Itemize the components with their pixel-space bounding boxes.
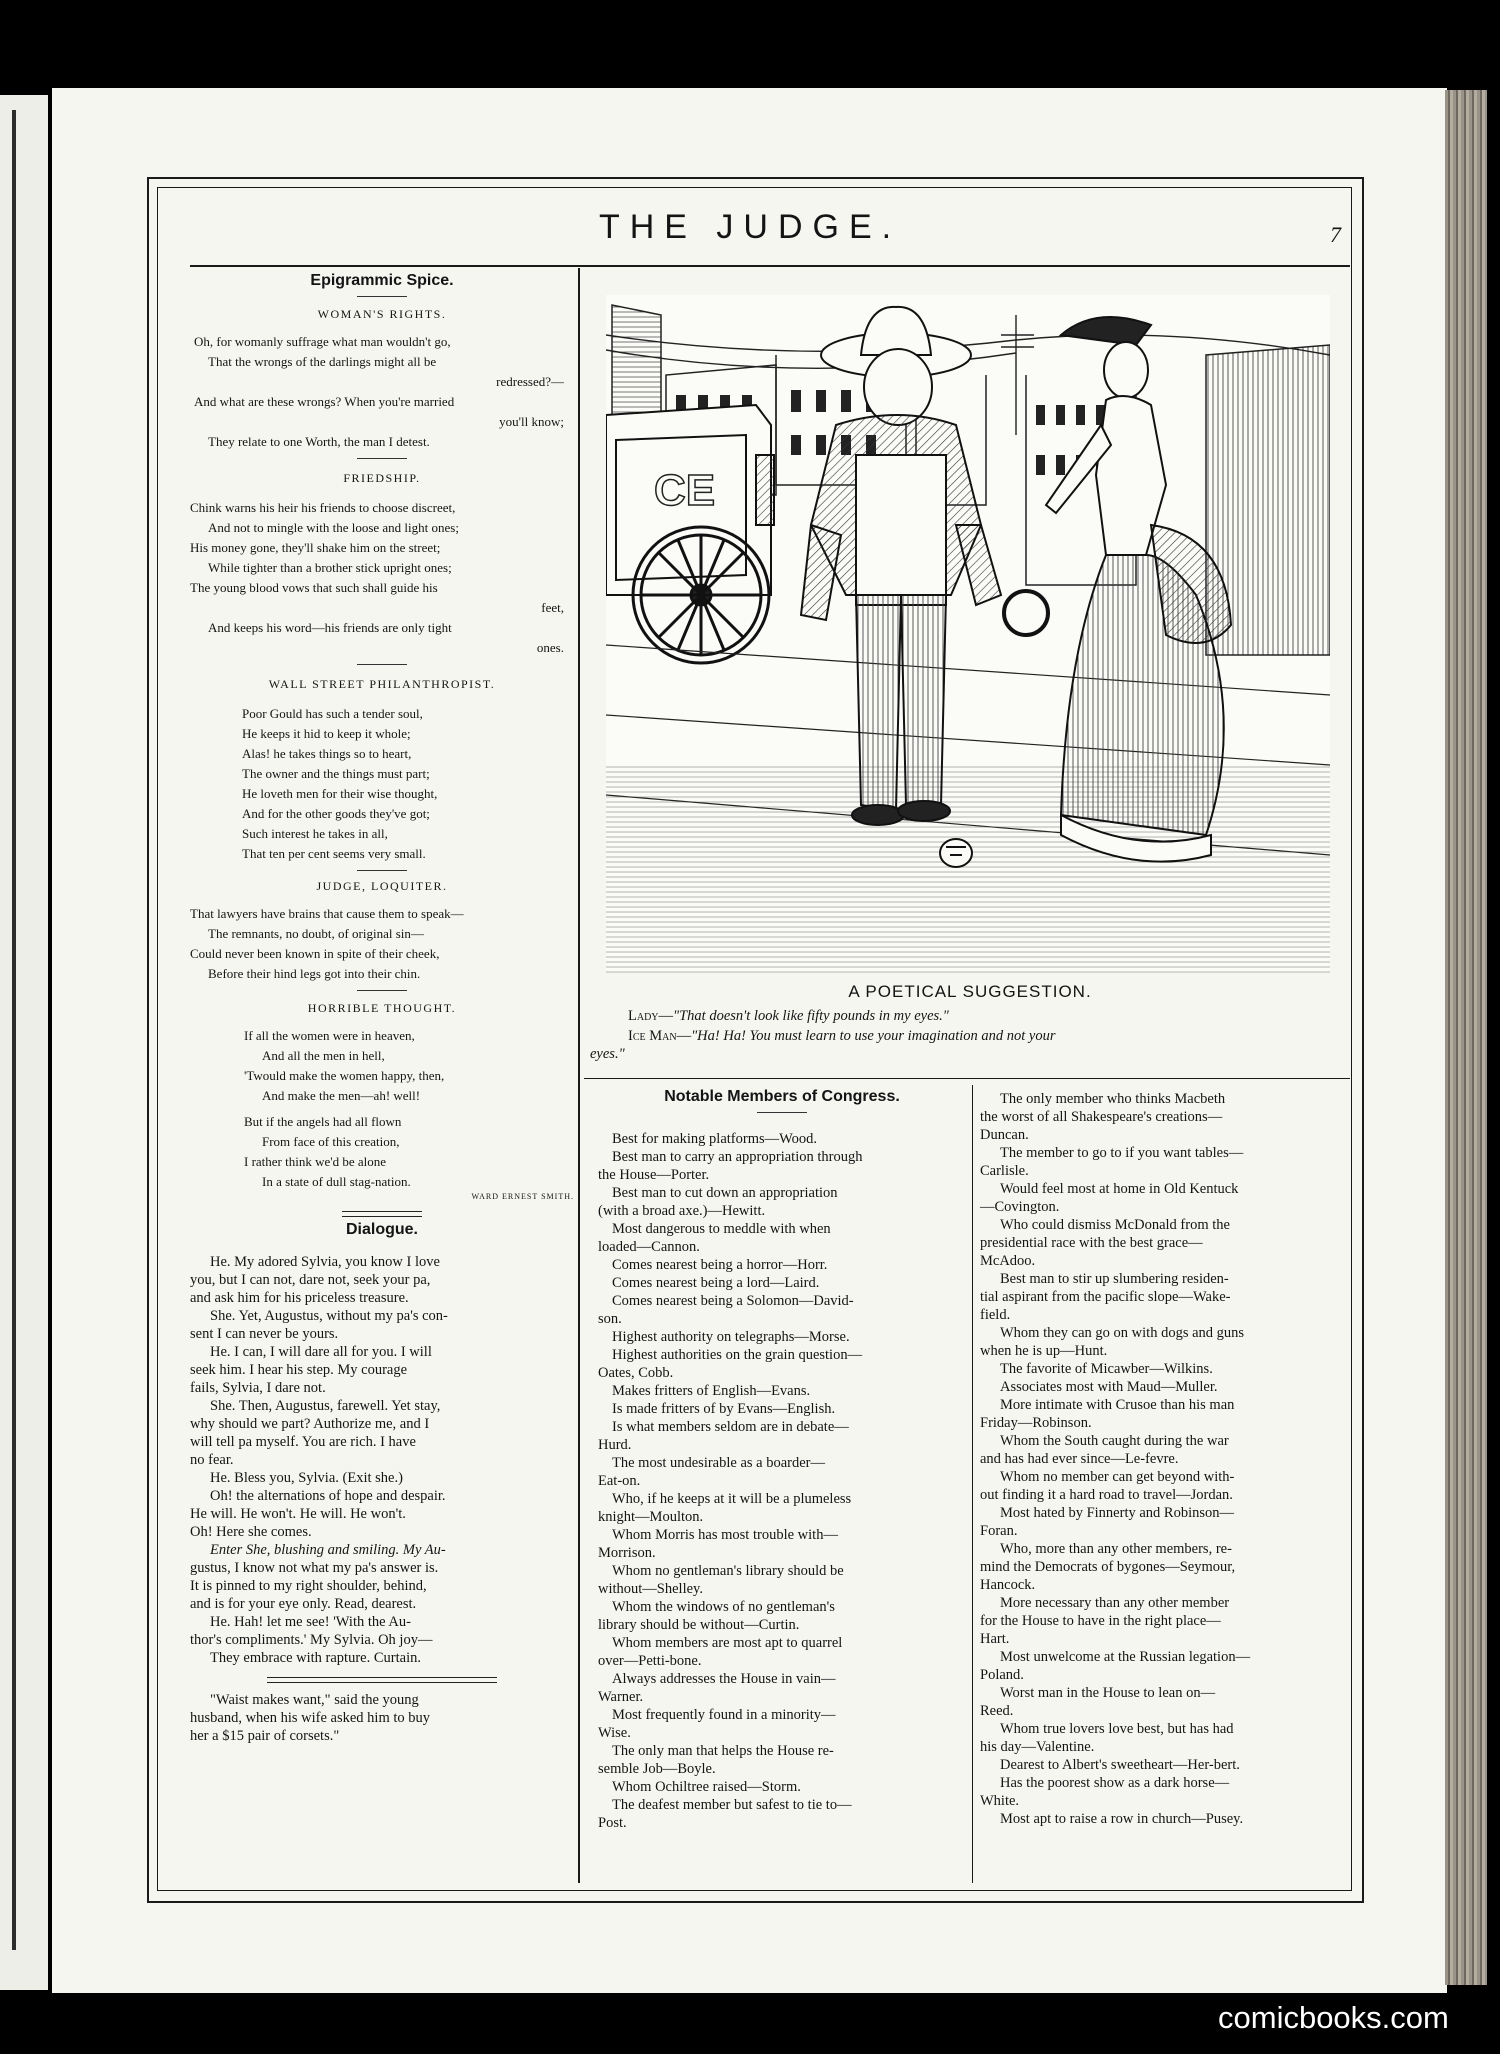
- congress-line: the worst of all Shakespeare's creations—: [980, 1109, 1223, 1125]
- poem-line: While tighter than a brother stick upright ones;: [208, 560, 452, 575]
- poem-line: But if the angels had all flown: [244, 1114, 402, 1129]
- congress-line: Who, more than any other members, re-: [1000, 1541, 1232, 1557]
- dialogue-line: It is pinned to my right shoulder, behind,: [190, 1578, 427, 1594]
- congress-line: Always addresses the House in vain—: [612, 1671, 836, 1687]
- poem-line: redressed?—: [496, 374, 564, 389]
- congress-line: Post.: [598, 1815, 627, 1831]
- dialogue-line: fails, Sylvia, I dare not.: [190, 1380, 326, 1396]
- congress-line: Is made fritters of by Evans—English.: [612, 1401, 836, 1417]
- poem-line: I rather think we'd be alone: [244, 1154, 387, 1169]
- congress-line: Whom members are most apt to quarrel: [612, 1635, 843, 1651]
- dialogue-line: gustus, I know not what my pa's answer is.: [190, 1560, 439, 1576]
- poem-line: Alas! he takes things so to heart,: [242, 746, 412, 761]
- dialogue-line: He. I can, I will dare all for you. I will: [210, 1344, 432, 1360]
- congress-line: Hurd.: [598, 1437, 632, 1453]
- divider: [357, 664, 407, 665]
- divider: [757, 1112, 807, 1113]
- congress-line: Highest authority on telegraphs—Morse.: [612, 1329, 850, 1345]
- congress-line: The member to go to if you want tables—: [1000, 1145, 1244, 1161]
- poem-line: From face of this creation,: [262, 1134, 400, 1149]
- congress-line: without—Shelley.: [598, 1581, 703, 1597]
- congress-line: Best man to stir up slumbering residen-: [1000, 1271, 1229, 1287]
- poem-line: His money gone, they'll shake him on the street;: [190, 540, 441, 555]
- poem-line: Such interest he takes in all,: [242, 826, 388, 841]
- congress-column-middle: [598, 1130, 966, 1832]
- dialogue-body: [190, 1253, 574, 1667]
- dialogue-line: They embrace with rapture. Curtain.: [210, 1650, 421, 1666]
- caption-text: "Ha! Ha! You must learn to use your imagination and not your: [691, 1028, 1056, 1044]
- congress-line: Highest authorities on the grain question—: [612, 1347, 863, 1363]
- poem-line: They relate to one Worth, the man I detest.: [208, 434, 430, 449]
- poem-horrible-thought: [190, 1026, 574, 1192]
- dialogue-line: She. Then, Augustus, farewell. Yet stay,: [210, 1398, 441, 1414]
- congress-line: Whom no member can get beyond with-: [1000, 1469, 1235, 1485]
- congress-line: McAdoo.: [980, 1253, 1036, 1269]
- dialogue-line: will tell pa myself. You are rich. I have: [190, 1434, 416, 1450]
- poem-title: HORRIBLE THOUGHT.: [307, 1001, 457, 1015]
- caption-text: "That doesn't look like fifty pounds in my eyes.": [673, 1008, 949, 1024]
- poem-line: Poor Gould has such a tender soul,: [242, 706, 423, 721]
- poem-title: FRIEDSHIP.: [343, 471, 421, 485]
- congress-line: son.: [598, 1311, 622, 1327]
- dialogue-line: and is for your eye only. Read, dearest.: [190, 1596, 417, 1612]
- poem-title: JUDGE, LOQUITER.: [316, 879, 448, 893]
- column-rule-right: [972, 1085, 973, 1883]
- poem-line: If all the women were in heaven,: [244, 1028, 415, 1043]
- poem-line: Chink warns his heir his friends to choose discreet,: [190, 500, 456, 515]
- congress-line: Is what members seldom are in debate—: [612, 1419, 849, 1435]
- speaker-label: Lady: [628, 1008, 659, 1024]
- congress-line: Worst man in the House to lean on—: [1000, 1685, 1216, 1701]
- closing-anecdote: [190, 1691, 574, 1745]
- congress-line: Makes fritters of English—Evans.: [612, 1383, 811, 1399]
- congress-line: Most apt to raise a row in church—Pusey.: [1000, 1811, 1244, 1827]
- poem-line: And keeps his word—his friends are only tight: [208, 620, 452, 635]
- double-rule: [342, 1211, 422, 1217]
- congress-line: Most frequently found in a minority—: [612, 1707, 836, 1723]
- poem-line: In a state of dull stag-nation.: [262, 1174, 411, 1189]
- congress-line: Whom Ochiltree raised—Storm.: [612, 1779, 801, 1795]
- congress-line: The only man that helps the House re-: [612, 1743, 834, 1759]
- congress-line: Hancock.: [980, 1577, 1036, 1593]
- lady-figure: [1046, 317, 1231, 862]
- congress-line: Reed.: [980, 1703, 1014, 1719]
- ice-chunk: [940, 839, 972, 867]
- divider: [357, 990, 407, 991]
- congress-line: mind the Democrats of bygones—Seymour,: [980, 1559, 1236, 1575]
- congress-line: semble Job—Boyle.: [598, 1761, 716, 1777]
- congress-line: The most undesirable as a boarder—: [612, 1455, 825, 1471]
- masthead-rule: [190, 265, 1350, 267]
- poem-line: Could never been known in spite of their cheek,: [190, 946, 440, 961]
- poem-line: He loveth men for their wise thought,: [242, 786, 438, 801]
- congress-line: Most dangerous to meddle with when: [612, 1221, 831, 1237]
- congress-line: over—Petti-bone.: [598, 1653, 702, 1669]
- congress-line: for the House to have in the right place—: [980, 1613, 1221, 1629]
- dialogue-line: you, but I can not, dare not, seek your pa,: [190, 1272, 431, 1288]
- cartoon-drawing: [606, 295, 1330, 973]
- page-stack-edge: [1445, 90, 1487, 1985]
- cartoon-bottom-rule: [584, 1078, 1350, 1079]
- book-spine: [12, 110, 16, 1950]
- dialogue-line: no fear.: [190, 1452, 234, 1468]
- congress-line: presidential race with the best grace—: [980, 1235, 1203, 1251]
- poem-title: WOMAN'S RIGHTS.: [317, 307, 447, 321]
- poem-line: And for the other goods they've got;: [242, 806, 430, 821]
- dialogue-line: Enter She, blushing and smiling. My Au-: [210, 1542, 446, 1558]
- divider: [357, 296, 407, 297]
- poem-line: And make the men—ah! well!: [262, 1088, 421, 1103]
- congress-line: Foran.: [980, 1523, 1018, 1539]
- congress-line: Best man to cut down an appropriation: [612, 1185, 838, 1201]
- congress-line: Whom they can go on with dogs and guns: [1000, 1325, 1245, 1341]
- poem-judge-loquiter: [190, 904, 574, 984]
- column-rule-left: [578, 268, 580, 1883]
- wagon-sign: CE: [654, 466, 716, 515]
- congress-line: More necessary than any other member: [1000, 1595, 1230, 1611]
- congress-line: Associates most with Maud—Muller.: [1000, 1379, 1218, 1395]
- poem-signature: WARD ERNEST SMITH.: [471, 1192, 574, 1201]
- congress-line: out finding it a hard road to travel—Jordan.: [980, 1487, 1233, 1503]
- poem-line: And all the men in hell,: [262, 1048, 385, 1063]
- congress-line: Who could dismiss McDonald from the: [1000, 1217, 1230, 1233]
- poem-line: And not to mingle with the loose and light ones;: [208, 520, 459, 535]
- poem-line: And what are these wrongs? When you're married: [194, 394, 455, 409]
- poem-line: The young blood vows that such shall guide his: [190, 580, 438, 595]
- dialogue-line: thor's compliments.' My Sylvia. Oh joy—: [190, 1632, 433, 1648]
- cartoon-caption-lady: Lady—"That doesn't look like fifty pounds in my eyes.": [628, 1008, 949, 1024]
- poem-line: Oh, for womanly suffrage what man wouldn't go,: [194, 334, 451, 349]
- congress-line: Wise.: [598, 1725, 631, 1741]
- congress-line: More intimate with Crusoe than his man: [1000, 1397, 1235, 1413]
- poem-line: 'Twould make the women happy, then,: [244, 1068, 445, 1083]
- congress-line: Morrison.: [598, 1545, 656, 1561]
- congress-line: Whom true lovers love best, but has had: [1000, 1721, 1234, 1737]
- poem-line: you'll know;: [499, 414, 564, 429]
- congress-line: knight—Moulton.: [598, 1509, 704, 1525]
- congress-line: and has had ever since—Le-fevre.: [980, 1451, 1179, 1467]
- poem-line: That lawyers have brains that cause them to speak—: [190, 906, 464, 921]
- dialogue-line: why should we part? Authorize me, and I: [190, 1416, 430, 1432]
- congress-line: Dearest to Albert's sweetheart—Her-bert.: [1000, 1757, 1240, 1773]
- divider: [357, 870, 407, 871]
- congress-line: Duncan.: [980, 1127, 1029, 1143]
- dialogue-line: She. Yet, Augustus, without my pa's con-: [210, 1308, 448, 1324]
- congress-line: Most unwelcome at the Russian legation—: [1000, 1649, 1251, 1665]
- congress-line: loaded—Cannon.: [598, 1239, 700, 1255]
- poem-line: That ten per cent seems very small.: [242, 846, 426, 861]
- poem-title: WALL STREET PHILANTHROPIST.: [268, 677, 496, 691]
- congress-line: Who, if he keeps at it will be a plumeless: [612, 1491, 852, 1507]
- anecdote-line: husband, when his wife asked him to buy: [190, 1710, 431, 1726]
- poem-line: The owner and the things must part;: [242, 766, 430, 781]
- congress-line: White.: [980, 1793, 1020, 1809]
- dialogue-line: sent I can never be yours.: [190, 1326, 339, 1342]
- congress-line: Hart.: [980, 1631, 1010, 1647]
- poem-line: The remnants, no doubt, of original sin—: [208, 926, 424, 941]
- poem-wall-street: [190, 704, 574, 864]
- congress-line: Friday—Robinson.: [980, 1415, 1092, 1431]
- masthead: THE JUDGE.: [598, 208, 902, 246]
- poem-line: feet,: [541, 600, 564, 615]
- congress-line: Whom the windows of no gentleman's: [612, 1599, 835, 1615]
- congress-line: Whom the South caught during the war: [1000, 1433, 1229, 1449]
- dialogue-line: He. Hah! let me see! 'With the Au-: [210, 1614, 411, 1630]
- cartoon-illustration: [606, 295, 1330, 973]
- congress-line: The favorite of Micawber—Wilkins.: [1000, 1361, 1213, 1377]
- congress-line: Most hated by Finnerty and Robinson—: [1000, 1505, 1235, 1521]
- watermark: comicbooks.com: [1218, 2000, 1449, 2035]
- congress-line: when he is up—Hunt.: [980, 1343, 1108, 1359]
- dialogue-line: He. My adored Sylvia, you know I love: [210, 1254, 440, 1270]
- left-column: [190, 272, 574, 1745]
- poem-friendship: [190, 498, 574, 658]
- poem-line: He keeps it hid to keep it whole;: [242, 726, 411, 741]
- congress-line: his day—Valentine.: [980, 1739, 1095, 1755]
- double-rule: [267, 1677, 497, 1683]
- dialogue-line: and ask him for his priceless treasure.: [190, 1290, 409, 1306]
- congress-line: Eat-on.: [598, 1473, 641, 1489]
- congress-line: The only member who thinks Macbeth: [1000, 1091, 1226, 1107]
- congress-column-right: [980, 1090, 1358, 1828]
- congress-line: Best man to carry an appropriation through: [612, 1149, 863, 1165]
- cartoon-caption-iceman: Ice Man—"Ha! Ha! You must learn to use your imagination and not your: [628, 1028, 1056, 1044]
- caption-text: eyes.": [590, 1046, 625, 1062]
- dialogue-line: He will. He won't. He will. He won't.: [190, 1506, 406, 1522]
- poem-line: Before their hind legs got into their chin.: [208, 966, 421, 981]
- dialogue-line: seek him. I hear his step. My courage: [190, 1362, 408, 1378]
- ice-man-figure: [801, 307, 1048, 825]
- cartoon-title: A POETICAL SUGGESTION.: [848, 982, 1092, 1001]
- dialogue-line: He. Bless you, Sylvia. (Exit she.): [210, 1470, 403, 1486]
- congress-line: (with a broad axe.)—Hewitt.: [598, 1203, 766, 1219]
- congress-line: Comes nearest being a Solomon—David-: [612, 1293, 854, 1309]
- congress-line: Poland.: [980, 1667, 1024, 1683]
- anecdote-line: "Waist makes want," said the young: [210, 1692, 419, 1708]
- section-title-congress: Notable Members of Congress.: [664, 1088, 900, 1105]
- dialogue-line: Oh! the alternations of hope and despair.: [210, 1488, 446, 1504]
- congress-line: Has the poorest show as a dark horse—: [1000, 1775, 1230, 1791]
- congress-line: the House—Porter.: [598, 1167, 710, 1183]
- congress-line: Comes nearest being a lord—Laird.: [612, 1275, 820, 1291]
- congress-line: tial aspirant from the pacific slope—Wake-: [980, 1289, 1231, 1305]
- section-title-dialogue: Dialogue.: [345, 1221, 418, 1238]
- poem-line: ones.: [536, 640, 564, 655]
- facing-page-edge: [0, 95, 48, 1990]
- congress-line: Whom Morris has most trouble with—: [612, 1527, 838, 1543]
- congress-line: field.: [980, 1307, 1011, 1323]
- congress-line: Whom no gentleman's library should be: [612, 1563, 844, 1579]
- section-title-epigrammic: Epigrammic Spice.: [310, 272, 454, 289]
- poem-womans-rights: [190, 332, 574, 452]
- congress-line: Carlisle.: [980, 1163, 1029, 1179]
- poem-line: That the wrongs of the darlings might all be: [208, 354, 437, 369]
- wagon-wheel: [633, 527, 769, 663]
- page-number: 7: [1330, 222, 1341, 247]
- cartoon-caption-iceman-end: [590, 1045, 625, 1063]
- congress-line: Comes nearest being a horror—Horr.: [612, 1257, 828, 1273]
- dialogue-line: Oh! Here she comes.: [190, 1524, 312, 1540]
- anecdote-line: her a $15 pair of corsets.": [190, 1728, 340, 1744]
- congress-line: Oates, Cobb.: [598, 1365, 674, 1381]
- congress-line: library should be without—Curtin.: [598, 1617, 800, 1633]
- speaker-label: Ice Man: [628, 1028, 677, 1044]
- congress-line: The deafest member but safest to tie to—: [612, 1797, 852, 1813]
- congress-line: Best for making platforms—Wood.: [612, 1131, 818, 1147]
- congress-line: —Covington.: [980, 1199, 1060, 1215]
- congress-line: Would feel most at home in Old Kentuck: [1000, 1181, 1239, 1197]
- divider: [357, 458, 407, 459]
- congress-line: Warner.: [598, 1689, 644, 1705]
